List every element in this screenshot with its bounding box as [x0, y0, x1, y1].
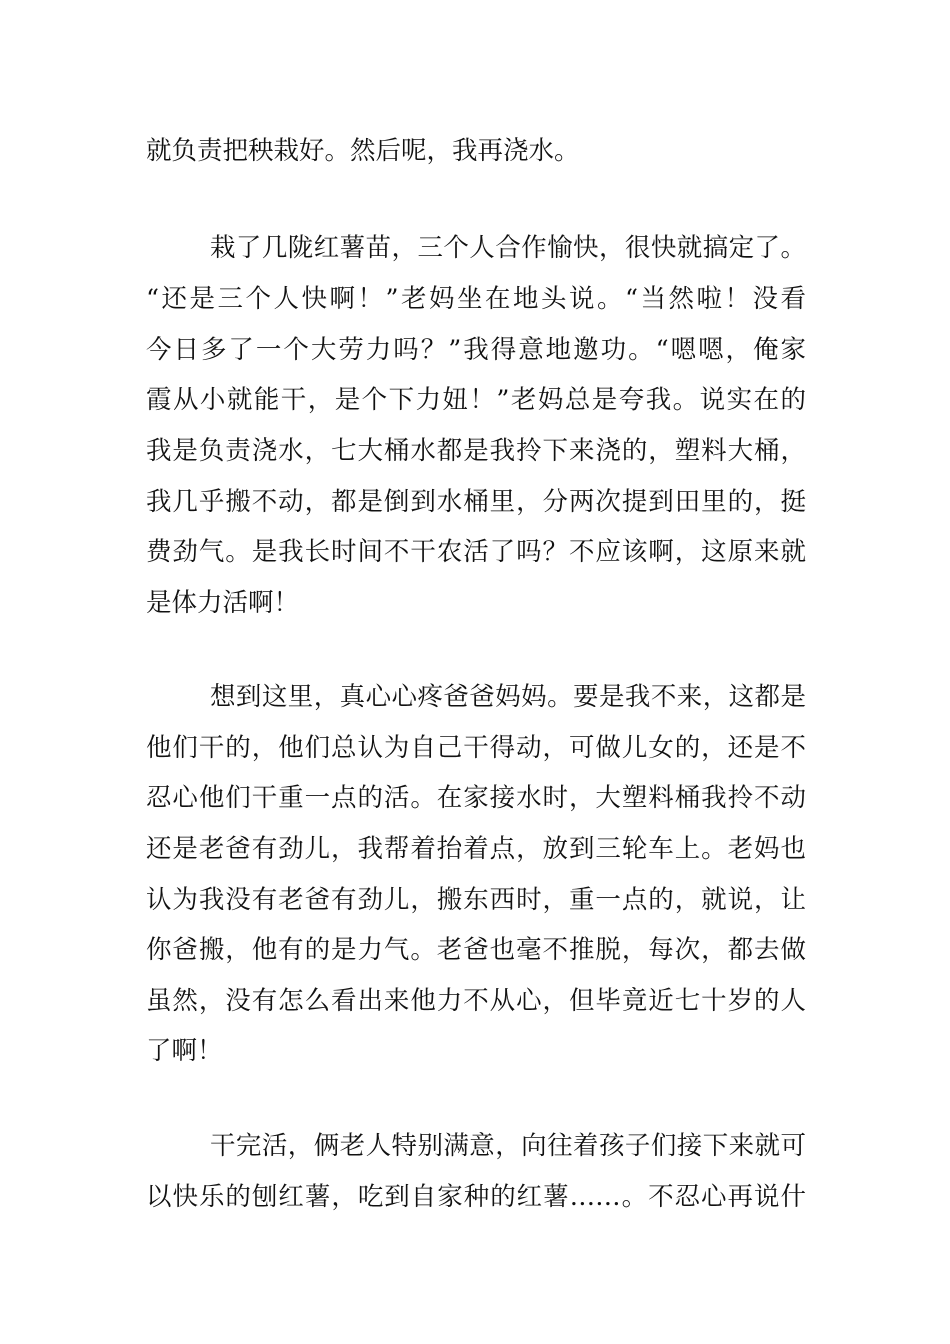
text-line — [146, 532, 806, 572]
text-line — [146, 482, 806, 522]
text-line — [210, 677, 806, 717]
line-text: 你爸搬，他有的是力气。老爸也毫不推脱，每次，都去做 — [146, 935, 806, 965]
line-text: 以快乐的刨红薯，吃到自家种的红薯……。不忍心再说什 — [146, 1182, 806, 1212]
text-line — [146, 380, 806, 420]
line-text: 虽然，没有怎么看出来他力不从心，但毕竟近七十岁的人 — [146, 986, 806, 1016]
text-line — [146, 728, 806, 768]
line-text: 忍心他们干重一点的活。在家接水时，大塑料桶我拎不动 — [146, 783, 806, 813]
text-line — [210, 228, 806, 268]
text-line — [210, 1126, 806, 1166]
line-text: 今日多了一个大劳力吗？”我得意地邀功。“嗯嗯，俺家 — [146, 335, 806, 365]
line-text: 干完活，俩老人特别满意，向往着孩子们接下来就可 — [210, 1131, 806, 1161]
line-text: 我是负责浇水，七大桶水都是我拎下来浇的，塑料大桶， — [146, 436, 806, 466]
text-line — [146, 583, 806, 623]
line-text: 费劲气。是我长时间不干农活了吗？不应该啊，这原来就 — [146, 537, 806, 567]
text-line — [146, 1177, 806, 1217]
line-text: 霞从小就能干，是个下力妞！”老妈总是夸我。说实在的 — [146, 385, 806, 415]
line-text: 就负责把秧栽好。然后呢，我再浇水。 — [146, 136, 580, 166]
text-line — [146, 778, 806, 818]
text-line — [146, 829, 806, 869]
text-line — [146, 880, 806, 920]
text-line — [146, 981, 806, 1021]
line-text: 他们干的，他们总认为自己干得动，可做儿女的，还是不 — [146, 733, 806, 763]
text-line — [146, 930, 806, 970]
line-text: 还是老爸有劲儿，我帮着抬着点，放到三轮车上。老妈也 — [146, 834, 806, 864]
line-text: “还是三个人快啊！”老妈坐在地头说。“当然啦！没看 — [146, 284, 806, 314]
line-text: 栽了几陇红薯苗，三个人合作愉快，很快就搞定了。 — [210, 233, 806, 263]
line-text: 想到这里，真心心疼爸爸妈妈。要是我不来，这都是 — [210, 682, 806, 712]
line-text: 了啊！ — [146, 1036, 223, 1066]
text-line — [146, 1031, 806, 1071]
line-text: 认为我没有老爸有劲儿，搬东西时，重一点的，就说，让 — [146, 885, 806, 915]
text-line — [146, 279, 806, 319]
line-text: 是体力活啊！ — [146, 588, 300, 618]
text-line — [146, 330, 806, 370]
line-text: 我几乎搬不动，都是倒到水桶里，分两次提到田里的，挺 — [146, 487, 806, 517]
text-line — [146, 431, 806, 471]
text-line — [146, 131, 806, 171]
